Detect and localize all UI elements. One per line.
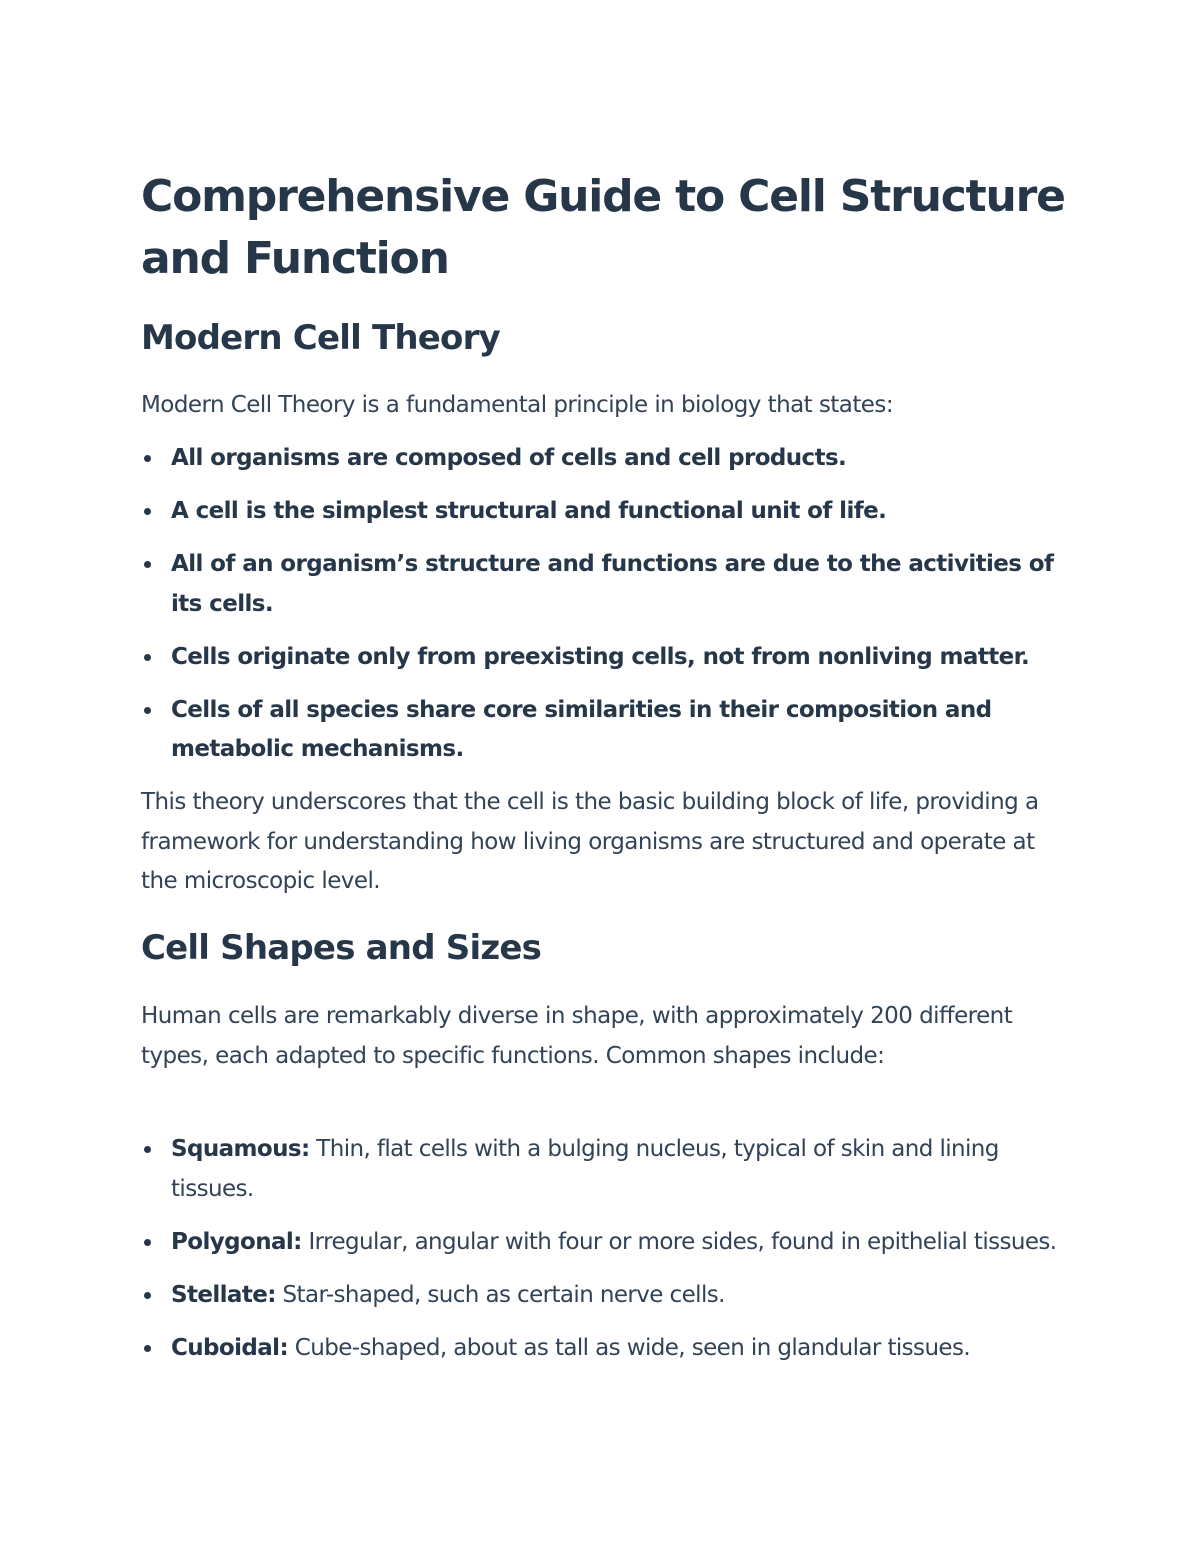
list-item (141, 1329, 1066, 1369)
list-item (141, 638, 1066, 678)
bullet-icon (144, 561, 151, 568)
list-item-text: Cells of all species share core similarities in their composition and metabolic mechanisms. (171, 696, 992, 762)
bullet-icon (144, 707, 151, 714)
shape-term: Polygonal: (171, 1228, 302, 1255)
shape-description: Star-shaped, such as certain nerve cells. (275, 1281, 725, 1308)
cell-theory-intro: Modern Cell Theory is a fundamental principle in biology that states: (141, 392, 894, 418)
list-item-text: All organisms are composed of cells and cell products. (171, 445, 847, 471)
list-item (141, 439, 1066, 479)
section-heading-modern-cell-theory: Modern Cell Theory (141, 318, 500, 358)
list-item (141, 1130, 1066, 1209)
bullet-icon (144, 1239, 151, 1246)
bullet-icon (144, 1146, 151, 1153)
list-item-text: All of an organism’s structure and functions are due to the activities of its cells. (171, 551, 1054, 617)
shape-description: Cube-shaped, about as tall as wide, seen in glandular tissues. (288, 1334, 971, 1361)
bullet-icon (144, 1292, 151, 1299)
list-item (141, 1223, 1066, 1263)
cell-shapes-intro: Human cells are remarkably diverse in shape, with approximately 200 different types, each adapted to specific functions. Common shapes include: (141, 1003, 1013, 1069)
list-item-text: Cells originate only from preexisting cells, not from nonliving matter. (171, 643, 1030, 670)
bullet-icon (144, 455, 151, 462)
section-heading-cell-shapes-and-sizes: Cell Shapes and Sizes (141, 928, 542, 968)
shape-description: Thin, flat cells with a bulging nucleus, typical of skin and lining tissues. (171, 1136, 999, 1202)
bullet-icon (144, 508, 151, 515)
bullet-icon (144, 654, 151, 661)
shape-term: Squamous: (171, 1136, 310, 1162)
list-item (141, 545, 1066, 624)
cell-theory-list (141, 439, 1066, 783)
bullet-icon (144, 1345, 151, 1352)
list-item (141, 691, 1066, 770)
shape-term: Stellate: (171, 1281, 276, 1308)
list-item-text: A cell is the simplest structural and functional unit of life. (171, 498, 887, 524)
cell-theory-conclusion: This theory underscores that the cell is the basic building block of life, providing a framework for understanding how living organisms are structured and operate at the microscopic level. (141, 789, 1039, 894)
shape-term: Cuboidal: (171, 1334, 289, 1361)
cell-shapes-list (141, 1130, 1066, 1382)
shape-description: Irregular, angular with four or more sides, found in epithelial tissues. (301, 1228, 1057, 1255)
document-title: Comprehensive Guide to Cell Structure and Function (141, 171, 1065, 284)
list-item (141, 1276, 1066, 1316)
list-item (141, 492, 1066, 532)
